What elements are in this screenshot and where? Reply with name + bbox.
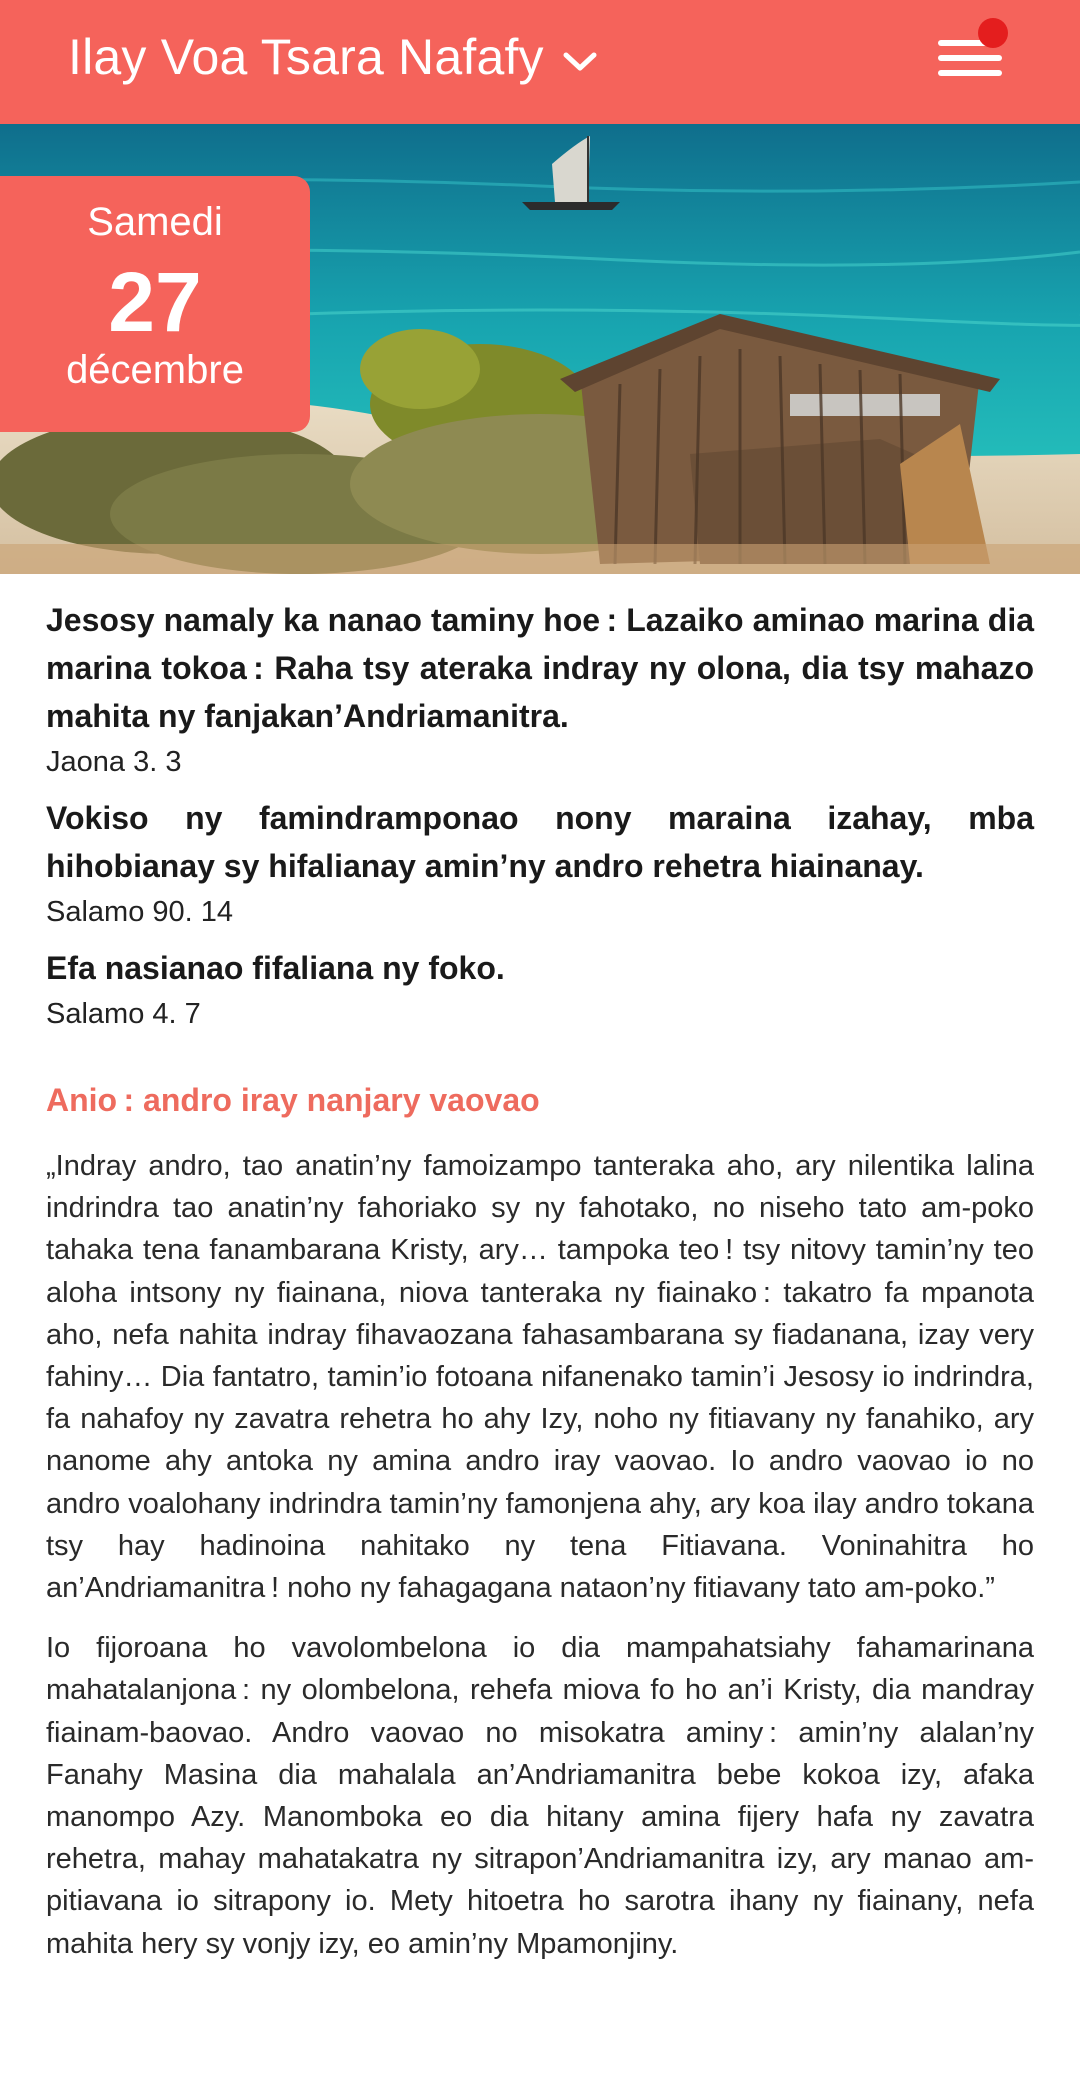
app-title-text: Ilay Voa Tsara Nafafy: [68, 29, 544, 85]
date-day-number: 27: [108, 255, 202, 349]
verse-text: Jesosy namaly ka nanao taminy hoe : Lazaiko aminao marina dia marina tokoa : Raha tsy ateraka indray ny olona, dia tsy mahazo mahita ny fanjakan’Andriamanitra.: [46, 602, 1034, 734]
date-weekday: Samedi: [87, 200, 223, 244]
verse-reference: Salamo 4. 7: [46, 998, 201, 1030]
app-header: [0, 0, 1080, 124]
app-title-dropdown[interactable]: [68, 28, 598, 86]
daily-content: [46, 596, 1034, 1983]
verse-reference: Salamo 90. 14: [46, 896, 234, 928]
date-badge: [0, 176, 310, 432]
reading-paragraph: „Indray andro, tao anatin’ny famoizampo tanteraka aho, ary nilentika lalina indrindra tao anatin’ny fahoriako sy ny fahotako, no niseho tato am-poko tahaka tena fanambarana Kristy, ary… tampoka teo ! tsy nitovy tamin’ny teo aloha intsony ny fiainana, niova tanteraka ny fiainako : takatro fa mpanota aho, nefa nahita indray fihavaozana fahasambarana sy fiadanana, izay very fahiny… Dia fantatro, tamin’io fotoana nifanenako tamin’i Jesosy io indrindra, fa nahafoy ny zavatra rehetra ho ahy Izy, noho ny fitiavany ny fanahiko, ary nanome ahy antoka ny amina andro iray vaovao. Io andro vaovao io no andro voalohany indrindra tamin’ny famonjena ahy, ary koa ilay andro tokana tsy hay hadinoina nahitako ny tena Fitiavana. Voninahitra ho an’Andriamanitra ! noho ny fahagagana nataon’ny fitiavany tato am-poko.”: [46, 1150, 1034, 1605]
verse-text: Vokiso ny famindramponao nony maraina izahay, mba hihobianay sy hifalianay amin’ny andro rehetra hiainanay.: [46, 800, 1034, 884]
verse-reference: Jaona 3. 3: [46, 746, 182, 778]
notification-dot: [978, 18, 1008, 48]
chevron-down-icon: [562, 50, 598, 74]
date-month: décembre: [66, 348, 244, 392]
hamburger-menu-icon[interactable]: [938, 34, 1002, 82]
reading-paragraph: Io fijoroana ho vavolombelona io dia mampahatsiahy fahamarinana mahatalanjona : ny olombelona, rehefa miova fo ho an’i Kristy, dia mandray fiainam-baovao. Andro vaovao no misokatra aminy : amin’ny alalan’ny Fanahy Masina dia mahalala an’Andriamanitra bebe kokoa izy, afaka manompo Azy. Manomboka eo dia hitany amina fijery hafa ny zavatra rehetra, mahay mahatakatra ny sitrapon’Andriamanitra izy, ary manao am-pitiavana io sitrapony io. Mety hitoetra ho sarotra ihany ny fiainany, nefa mahita hery sy vonjy izy, eo amin’ny Mpamonjiny.: [46, 1632, 1034, 1960]
verse-text: Efa nasianao fifaliana ny foko.: [46, 950, 505, 986]
reading-title: Anio : andro iray nanjary vaovao: [46, 1082, 540, 1118]
